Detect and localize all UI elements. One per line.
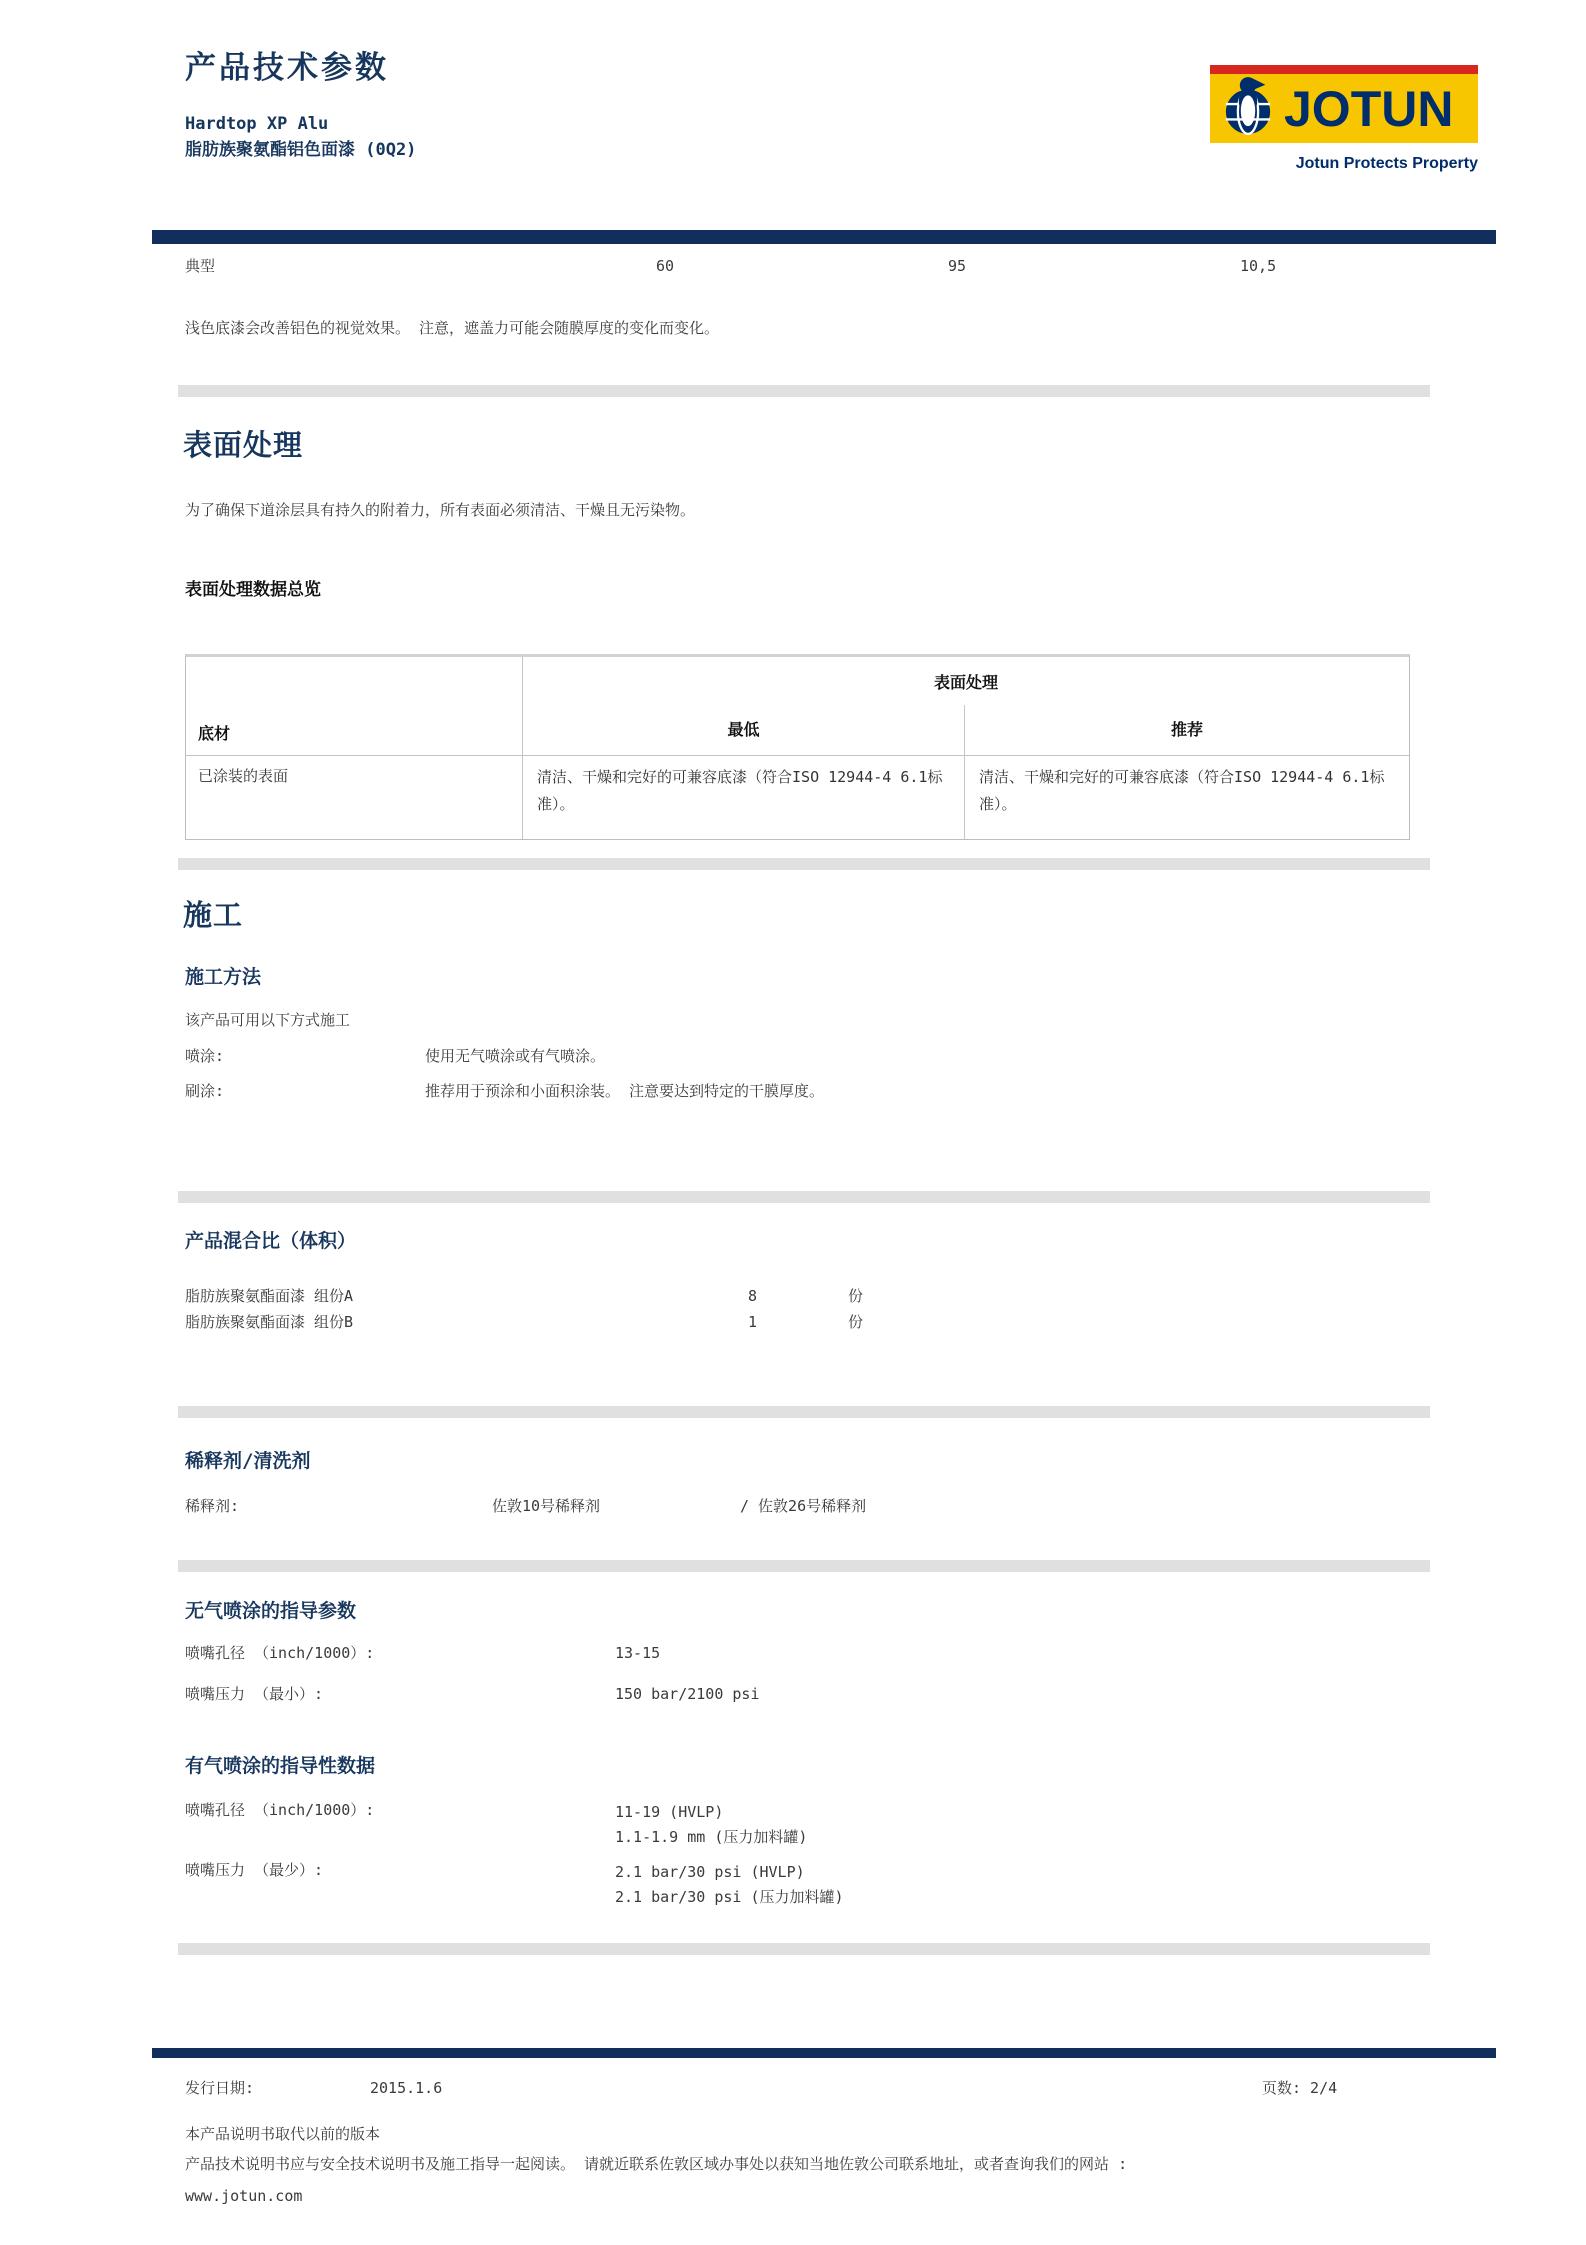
mix-value: 8	[748, 1287, 758, 1305]
subsection-heading-air-spray: 有气喷涂的指导性数据	[185, 1755, 376, 1777]
jotun-logo-box	[1210, 65, 1478, 143]
thinner-value-2: / 佐敦26号稀释剂	[740, 1497, 867, 1515]
subsection-heading-thinner: 稀释剂/清洗剂	[185, 1450, 311, 1472]
issue-date-value: 2015.1.6	[370, 2079, 443, 2097]
section-divider-bar	[178, 1406, 1430, 1418]
mix-unit: 份	[848, 1287, 864, 1305]
subsection-heading-mix-ratio: 产品混合比（体积）	[185, 1230, 357, 1252]
footer-divider-bar	[152, 2048, 1496, 2058]
footer-website: www.jotun.com	[185, 2187, 303, 2205]
param-label: 喷嘴孔径 （inch/1000）:	[185, 1801, 375, 1819]
cell-substrate: 已涂装的表面	[186, 755, 523, 839]
section-heading-surface-preparation: 表面处理	[183, 428, 304, 462]
method-value: 使用无气喷涂或有气喷涂。	[425, 1047, 606, 1065]
mix-value: 1	[748, 1313, 758, 1331]
mix-label: 脂肪族聚氨酯面漆 组份A	[185, 1287, 354, 1305]
column-header-substrate: 底材	[186, 657, 523, 755]
param-value	[615, 1860, 844, 1910]
param-value-line: 11-19 (HVLP)	[615, 1803, 724, 1821]
section-divider-bar	[178, 1191, 1430, 1203]
param-value: 13-15	[615, 1644, 661, 1662]
param-value-line: 1.1-1.9 mm (压力加料罐)	[615, 1828, 808, 1846]
opacity-note: 浅色底漆会改善铝色的视觉效果。 注意，遮盖力可能会随膜厚度的变化而变化。	[185, 319, 720, 337]
typical-value-2: 95	[948, 257, 967, 275]
subsection-heading-airless-spray: 无气喷涂的指导参数	[185, 1600, 357, 1622]
section-divider-bar	[178, 858, 1430, 870]
page-title: 产品技术参数	[185, 50, 389, 86]
mix-label: 脂肪族聚氨酯面漆 组份B	[185, 1313, 354, 1331]
jotun-logo	[1210, 65, 1478, 175]
table-group-header: 表面处理	[933, 673, 998, 692]
page-number: 页数: 2/4	[1262, 2079, 1338, 2097]
surface-prep-table-title: 表面处理数据总览	[185, 580, 321, 600]
subsection-heading-methods: 施工方法	[185, 966, 262, 988]
param-value-line: 2.1 bar/30 psi (压力加料罐)	[615, 1888, 844, 1906]
typical-value-3: 10,5	[1240, 257, 1277, 275]
column-header-minimum: 最低	[523, 705, 965, 755]
mix-unit: 份	[848, 1313, 864, 1331]
param-label: 喷嘴压力 （最小）:	[185, 1685, 324, 1703]
section-heading-application: 施工	[183, 898, 244, 932]
product-subtitle: 脂肪族聚氨酯铝色面漆 (0Q2)	[185, 140, 417, 160]
product-name: Hardtop XP Alu	[185, 114, 329, 134]
cell-recommended: 清洁、干燥和完好的可兼容底漆（符合ISO 12944-4 6.1标准）。	[965, 755, 1409, 839]
section-divider-bar	[178, 1560, 1430, 1572]
jotun-tagline: Jotun Protects Property	[1295, 155, 1478, 172]
param-value: 150 bar/2100 psi	[615, 1685, 760, 1703]
section-divider-bar	[178, 385, 1430, 397]
footer-disclaimer: 产品技术说明书应与安全技术说明书及施工指导一起阅读。 请就近联系佐敦区域办事处以获知当地佐敦公司联系地址，或者查询我们的网站 :	[185, 2155, 1128, 2173]
method-value: 推荐用于预涂和小面积涂装。 注意要达到特定的干膜厚度。	[425, 1082, 825, 1100]
jotun-penguin-globe-icon	[1222, 74, 1274, 143]
method-label: 刷涂:	[185, 1082, 225, 1100]
header-divider-bar	[152, 230, 1496, 244]
jotun-wordmark: JOTUN	[1284, 80, 1454, 137]
param-value	[615, 1800, 807, 1850]
param-label: 喷嘴压力 （最少）:	[185, 1861, 324, 1879]
typical-row	[185, 256, 1445, 280]
thinner-value: 佐敦10号稀释剂	[492, 1497, 601, 1515]
param-value-line: 2.1 bar/30 psi (HVLP)	[615, 1863, 805, 1881]
footer-meta-row	[185, 2078, 1455, 2102]
surface-prep-table	[185, 654, 1410, 840]
method-label: 喷涂:	[185, 1047, 225, 1065]
column-header-recommended: 推荐	[1170, 720, 1203, 740]
typical-value-1: 60	[656, 257, 675, 275]
issue-date-label: 发行日期:	[185, 2079, 255, 2097]
cell-minimum: 清洁、干燥和完好的可兼容底漆（符合ISO 12944-4 6.1标准）。	[523, 755, 965, 839]
section-divider-bar	[178, 1943, 1430, 1955]
footer-supersedes-note: 本产品说明书取代以前的版本	[185, 2125, 381, 2143]
methods-intro: 该产品可用以下方式施工	[185, 1011, 351, 1029]
typical-label: 典型	[185, 257, 216, 275]
thinner-label: 稀释剂:	[185, 1497, 240, 1515]
param-label: 喷嘴孔径 （inch/1000）:	[185, 1644, 375, 1662]
surface-prep-intro: 为了确保下道涂层具有持久的附着力，所有表面必须清洁、干燥且无污染物。	[185, 501, 696, 519]
